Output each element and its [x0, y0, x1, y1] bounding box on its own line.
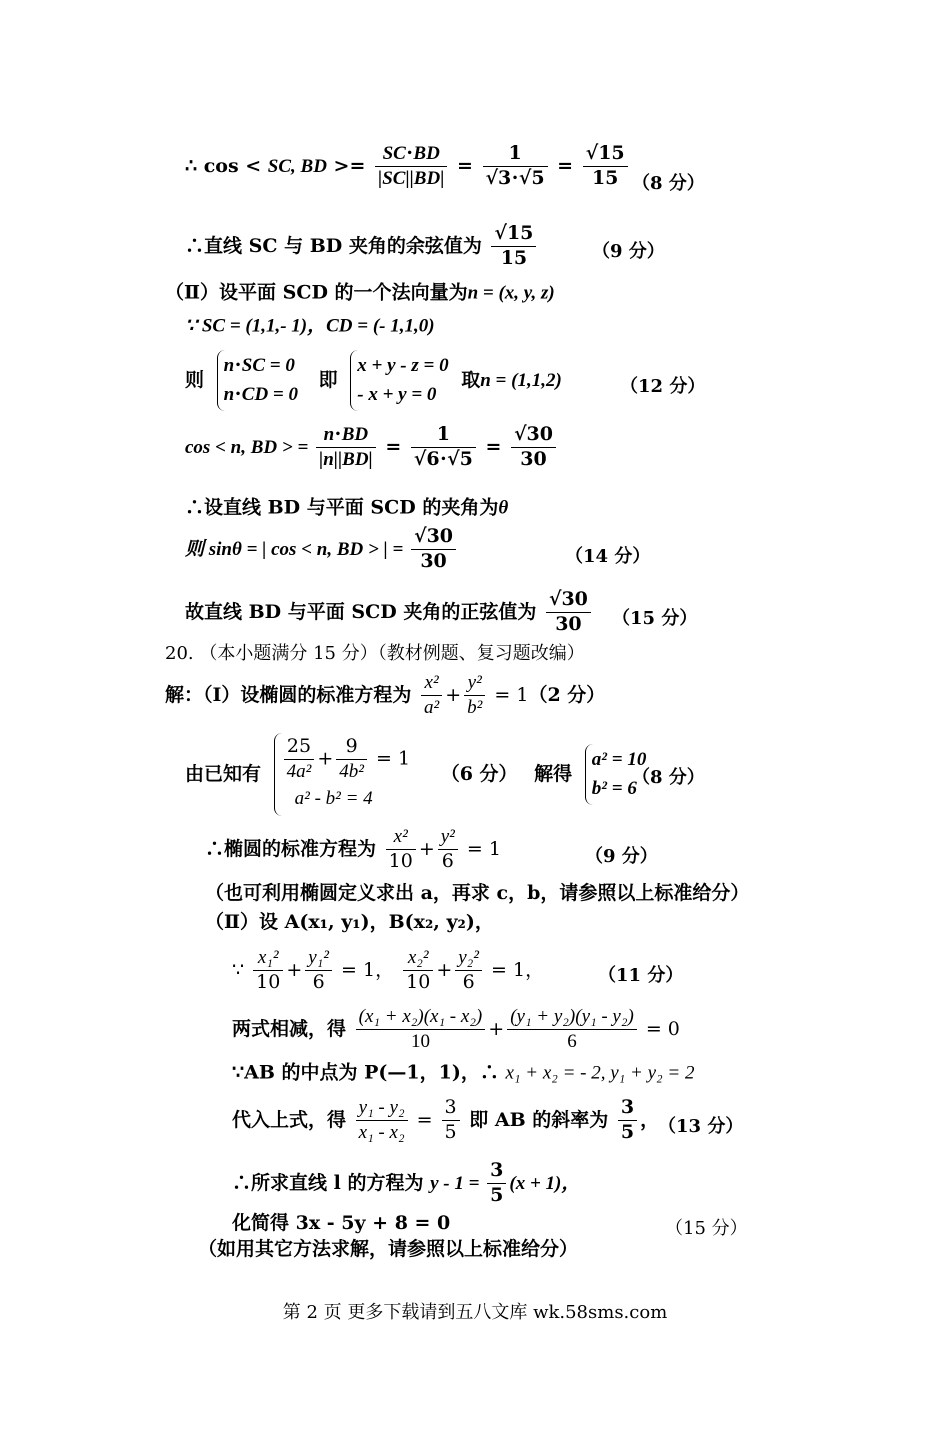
equals: = 1 [369, 747, 411, 770]
cos-prefix: ∴ cos < [185, 154, 268, 177]
plus: + [286, 958, 303, 981]
plus: + [418, 837, 435, 860]
text: ∴直线 SC 与 BD 夹角的余弦值为 [185, 234, 482, 257]
denominator: 4a² [286, 760, 312, 782]
angle-theta-line [185, 498, 508, 518]
text: ∵AB 的中点为 P(—1，1)，∴ [232, 1061, 506, 1084]
fraction [483, 142, 548, 191]
vector-pair: SC, BD [267, 155, 327, 177]
equals: = [385, 435, 408, 458]
ellipse-result-line [205, 825, 501, 874]
numerator: y₁ - y₂ [356, 1096, 408, 1121]
page-footer: 第 2 页 更多下载请到五八文库 wk.58sms.com [282, 1302, 668, 1323]
system-line [185, 350, 562, 411]
text: 故直线 BD 与平面 SCD 夹角的正弦值为 [185, 600, 537, 623]
fraction [336, 735, 367, 784]
equation: b² = 6 [591, 777, 637, 799]
score-9b: （9 分） [585, 846, 658, 867]
fraction [464, 671, 485, 720]
slope-line [232, 1096, 659, 1145]
equation: a² = 10 [591, 749, 647, 771]
denominator: √6⋅√5 [413, 447, 473, 470]
numerator: y² [438, 825, 458, 850]
fraction [316, 423, 376, 472]
equation: - x + y = 0 [357, 383, 437, 405]
denominator: |SC||BD| [378, 167, 445, 189]
theta: θ [498, 497, 509, 519]
equals: = 1， [335, 958, 395, 981]
denominator: 4b² [339, 760, 364, 782]
fraction [305, 946, 332, 995]
denominator: 30 [555, 612, 582, 635]
score-15: （15 分） [612, 608, 698, 629]
fraction [411, 423, 476, 472]
fraction [487, 1159, 506, 1208]
numerator: 1 [411, 423, 476, 448]
numerator: n⋅BD [316, 423, 376, 448]
plus: + [436, 958, 453, 981]
sin-theta-line [185, 525, 459, 574]
math: cos < n, BD > = [185, 436, 314, 458]
numerator: (y₁ + y₂)(y₁ - y₂) [507, 1005, 637, 1030]
text: 即 [318, 369, 338, 391]
equals: = 1 [460, 837, 501, 860]
text: 取 [461, 369, 481, 391]
system-brace [274, 733, 410, 816]
fraction [442, 1096, 460, 1145]
vectors-given-line [185, 316, 435, 336]
equals: = [557, 154, 580, 177]
numerator: y₁² [305, 946, 332, 971]
score-13: （13 分） [658, 1116, 744, 1137]
text: ∴所求直线 l 的方程为 [232, 1171, 431, 1194]
fraction [411, 525, 456, 574]
score-9: （9 分） [592, 241, 665, 262]
subtract-line [232, 1005, 680, 1054]
score-15b: （15 分） [665, 1218, 748, 1239]
equation: a² - b² = 4 [294, 787, 373, 809]
numerator: 3 [618, 1096, 637, 1121]
equals: = [485, 435, 509, 458]
question-20-header: 20. （本小题满分 15 分）（教材例题、复习题改编） [165, 643, 585, 664]
fraction [356, 1005, 486, 1054]
text: ∴设直线 BD 与平面 SCD 的夹角为 [185, 496, 499, 519]
known-system-line [185, 733, 652, 816]
simplified-line: 化简得 3x - 5y + 8 = 0 [232, 1212, 451, 1234]
text: 解得 [534, 763, 573, 786]
denominator: 6 [462, 970, 475, 993]
system-brace [350, 350, 448, 411]
denominator: 30 [520, 447, 547, 470]
numerator: SC⋅BD [375, 142, 447, 167]
numerator: √30 [411, 525, 456, 550]
fraction [618, 1096, 637, 1145]
numerator: x₁² [253, 946, 283, 971]
denominator: |n||BD| [319, 448, 373, 470]
denominator: 6 [312, 970, 325, 993]
denominator: 6 [567, 1030, 577, 1052]
numerator: √30 [546, 588, 591, 613]
ellipse-setup-line [165, 671, 605, 720]
numerator: y² [464, 671, 485, 696]
math: n = (1,1,2) [480, 370, 562, 391]
points-setup-line: （Ⅱ）设 A(x₁, y₁)，B(x₂, y₂)， [205, 911, 494, 933]
denominator: 5 [444, 1120, 457, 1143]
text: 由已知有 [185, 763, 262, 786]
line-equation [232, 1159, 580, 1208]
numerator: 3 [487, 1159, 506, 1184]
text: 即 AB 的斜率为 [469, 1108, 609, 1131]
fraction [253, 946, 283, 995]
numerator: √15 [583, 142, 628, 167]
denominator: 10 [256, 970, 281, 993]
denominator: 10 [406, 970, 431, 993]
numerator: 9 [336, 735, 367, 760]
score-8: （8 分） [632, 173, 705, 194]
equals: >= [326, 154, 373, 177]
math: y - 1 = [430, 1172, 485, 1194]
text: 解：（Ⅰ）设椭圆的标准方程为 [165, 683, 412, 706]
normal-vector-line [165, 283, 555, 303]
fraction [511, 423, 556, 472]
fraction [375, 142, 447, 191]
denominator: 6 [441, 849, 454, 872]
text: （Ⅱ）设平面 SCD 的一个法向量为 [165, 281, 468, 304]
system-brace [217, 350, 298, 411]
numerator: x₂² [403, 946, 433, 971]
equals: = [410, 1108, 439, 1131]
numerator: x² [421, 671, 442, 696]
score-12: （12 分） [620, 376, 706, 397]
text: 则 [185, 369, 205, 391]
plus: + [488, 1017, 505, 1040]
denominator: a² [424, 696, 440, 718]
fraction [491, 222, 536, 271]
numerator: (x₁ + x₂)(x₁ - x₂) [356, 1005, 486, 1030]
denominator: √3⋅√5 [485, 166, 545, 189]
alt-method-note: （也可利用椭圆定义求出 a，再求 c，b，请参照以上标准给分） [205, 882, 750, 904]
fraction [421, 671, 442, 720]
equals: = 0 [639, 1017, 680, 1040]
fraction [546, 588, 591, 637]
fraction [507, 1005, 637, 1054]
cos-n-bd-line [185, 423, 559, 472]
plus: + [445, 683, 462, 706]
denominator: x₁ - x₂ [358, 1121, 405, 1143]
text: 两式相减，得 [232, 1017, 347, 1040]
numerator: y₂² [455, 946, 482, 971]
score-14: （14 分） [565, 546, 651, 567]
math: n = (x, y, z) [467, 282, 555, 304]
numerator: 25 [284, 735, 315, 760]
score-6: （6 分） [440, 763, 518, 786]
fraction [284, 735, 315, 784]
text: 代入上式，得 [232, 1108, 347, 1131]
numerator: x² [386, 825, 416, 850]
cos-value-line [185, 222, 539, 271]
equation: n⋅SC = 0 [223, 355, 295, 376]
math: (x + 1)， [509, 1172, 581, 1194]
numerator: 1 [483, 142, 548, 167]
fraction [438, 825, 458, 874]
fraction [455, 946, 482, 995]
denominator: 30 [420, 549, 447, 572]
denominator: 5 [620, 1120, 635, 1143]
numerator: 3 [442, 1096, 460, 1121]
plus: + [317, 747, 334, 770]
points-on-ellipse-line [232, 946, 544, 995]
denominator: 15 [591, 166, 619, 189]
fraction [583, 142, 628, 191]
denominator: 5 [490, 1183, 504, 1206]
denominator: b² [467, 696, 483, 718]
fraction [386, 825, 416, 874]
fraction [403, 946, 433, 995]
math: 则 sinθ = | cos < n, BD > | = [185, 538, 409, 560]
equals: = [457, 154, 480, 177]
denominator: 15 [500, 246, 528, 269]
equals: = 1， [485, 958, 545, 981]
comma: ， [640, 1108, 660, 1131]
score-2: （2 分） [528, 683, 606, 706]
midpoint-line [232, 1063, 694, 1083]
numerator: √15 [491, 222, 536, 247]
equation: n⋅CD = 0 [223, 383, 298, 405]
math: ∵ SC = (1,1,- 1)，CD = (- 1,1,0) [185, 315, 435, 337]
equals: = 1 [488, 683, 529, 706]
other-method-note: （如用其它方法求解，请参照以上标准给分） [198, 1238, 579, 1260]
numerator: √30 [511, 423, 556, 448]
equation [281, 735, 410, 784]
denominator: 10 [388, 849, 413, 872]
sin-value-line [185, 588, 594, 637]
cos-sc-bd-line [185, 142, 631, 191]
score-8b: （8 分） [632, 767, 705, 788]
equation: x + y - z = 0 [357, 355, 449, 376]
fraction [356, 1096, 408, 1145]
score-11: （11 分） [598, 965, 684, 986]
math: x₁ + x₂ = - 2, y₁ + y₂ = 2 [505, 1062, 695, 1084]
text: ∴椭圆的标准方程为 [205, 837, 377, 860]
because: ∵ [232, 958, 245, 981]
denominator: 10 [410, 1030, 430, 1052]
